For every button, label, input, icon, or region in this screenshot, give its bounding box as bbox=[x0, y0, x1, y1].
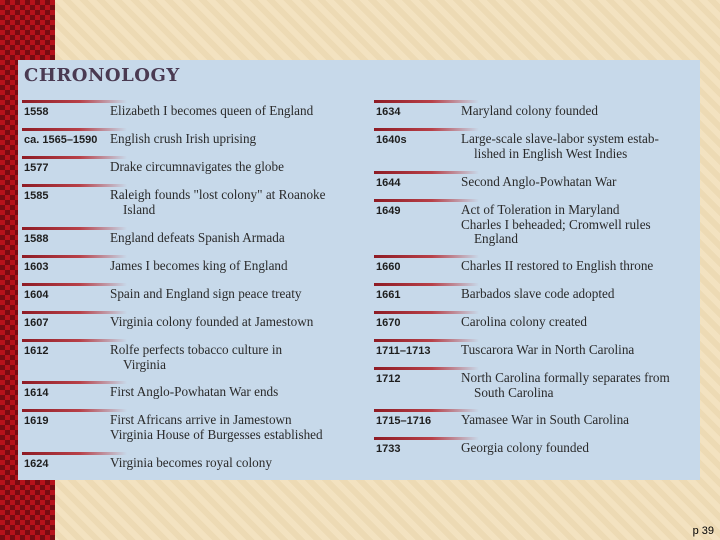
entry-description-line: Virginia becomes royal colony bbox=[110, 455, 272, 470]
entry-year: 1603 bbox=[24, 261, 49, 273]
entry-description bbox=[461, 132, 701, 161]
entry-year: 1624 bbox=[24, 458, 49, 470]
entry-description-line: English crush Irish uprising bbox=[110, 131, 257, 146]
entry-description bbox=[110, 385, 355, 400]
entry-description-line: Tuscarora War in North Carolina bbox=[461, 342, 635, 357]
entry-description-line: Carolina colony created bbox=[461, 314, 587, 329]
entry-year: 1577 bbox=[24, 162, 49, 174]
entry-description bbox=[461, 441, 701, 456]
entry-description bbox=[110, 231, 355, 246]
entry-description-line: Elizabeth I becomes queen of England bbox=[110, 103, 314, 118]
entry-year: 1733 bbox=[376, 443, 401, 455]
entry-description bbox=[110, 343, 355, 372]
entry-year: 1607 bbox=[24, 317, 49, 329]
page-number: p 39 bbox=[692, 525, 714, 537]
entry-description bbox=[461, 343, 701, 358]
entry-year: 1604 bbox=[24, 289, 49, 301]
entry-year: ca. 1565–1590 bbox=[24, 134, 98, 146]
entry-description bbox=[461, 315, 701, 330]
entry-description-line: Charles I beheaded; Cromwell rules bbox=[461, 216, 651, 232]
entry-year: 1715–1716 bbox=[376, 415, 432, 427]
entry-description bbox=[110, 287, 355, 302]
entry-year: 1614 bbox=[24, 387, 49, 399]
entry-description-line: Act of Toleration in Maryland bbox=[461, 202, 620, 217]
entry-description-line: Maryland colony founded bbox=[461, 103, 598, 118]
entry-description-line: Virginia colony founded at Jamestown bbox=[110, 314, 314, 329]
entry-description-line: Large-scale slave-labor system estab- bbox=[461, 131, 659, 146]
chronology-heading: CHRONOLOGY bbox=[24, 65, 180, 86]
entry-description-line: First Anglo-Powhatan War ends bbox=[110, 384, 279, 399]
entry-description-line: Drake circumnavigates the globe bbox=[110, 159, 284, 174]
entry-year: 1585 bbox=[24, 190, 49, 202]
entry-description bbox=[110, 104, 355, 119]
entry-description bbox=[461, 104, 701, 119]
entry-description-line: James I becomes king of England bbox=[110, 258, 288, 273]
entry-description-line: Georgia colony founded bbox=[461, 440, 589, 455]
entry-description bbox=[110, 456, 355, 471]
entry-description bbox=[110, 132, 355, 147]
entry-year: 1649 bbox=[376, 205, 401, 217]
entry-year: 1588 bbox=[24, 233, 49, 245]
entry-description-line: lished in English West Indies bbox=[474, 145, 628, 161]
entry-description-line: Barbados slave code adopted bbox=[461, 286, 615, 301]
entry-year: 1644 bbox=[376, 177, 401, 189]
entry-description-line: Island bbox=[123, 201, 156, 217]
entry-description-line: South Carolina bbox=[474, 384, 554, 400]
entry-description bbox=[110, 188, 355, 217]
entry-description-line: Spain and England sign peace treaty bbox=[110, 286, 302, 301]
entry-description bbox=[461, 413, 701, 428]
entry-description-line: Virginia House of Burgesses established bbox=[110, 426, 323, 442]
entry-year: 1661 bbox=[376, 289, 401, 301]
entry-description bbox=[110, 259, 355, 274]
entry-year: 1558 bbox=[24, 106, 49, 118]
entry-description-line: England defeats Spanish Armada bbox=[110, 230, 285, 245]
entry-year: 1670 bbox=[376, 317, 401, 329]
entry-description-line: Virginia bbox=[123, 356, 166, 372]
entry-description-line: Rolfe perfects tobacco culture in bbox=[110, 342, 283, 357]
entry-description-line: Second Anglo-Powhatan War bbox=[461, 174, 617, 189]
entry-description-line: First Africans arrive in Jamestown bbox=[110, 412, 292, 427]
entry-description bbox=[110, 413, 355, 442]
entry-description bbox=[461, 259, 701, 274]
entry-description-line: North Carolina formally separates from bbox=[461, 370, 670, 385]
chronology-panel bbox=[18, 60, 700, 480]
entry-year: 1619 bbox=[24, 415, 49, 427]
entry-description bbox=[110, 160, 355, 175]
entry-year: 1711–1713 bbox=[376, 345, 431, 357]
entry-year: 1660 bbox=[376, 261, 401, 273]
entry-description-line: Raleigh founds "lost colony" at Roanoke bbox=[110, 187, 326, 202]
entry-description bbox=[461, 287, 701, 302]
entry-year: 1712 bbox=[376, 373, 401, 385]
entry-description-line: Yamasee War in South Carolina bbox=[461, 412, 630, 427]
entry-description-line: Charles II restored to English throne bbox=[461, 258, 654, 273]
entry-description-line: England bbox=[474, 231, 518, 246]
entry-description bbox=[461, 175, 701, 190]
entry-year: 1612 bbox=[24, 345, 49, 357]
entry-year: 1640s bbox=[376, 134, 407, 146]
entry-description bbox=[461, 203, 701, 247]
entry-description bbox=[110, 315, 355, 330]
entry-description bbox=[461, 371, 701, 400]
entry-year: 1634 bbox=[376, 106, 401, 118]
